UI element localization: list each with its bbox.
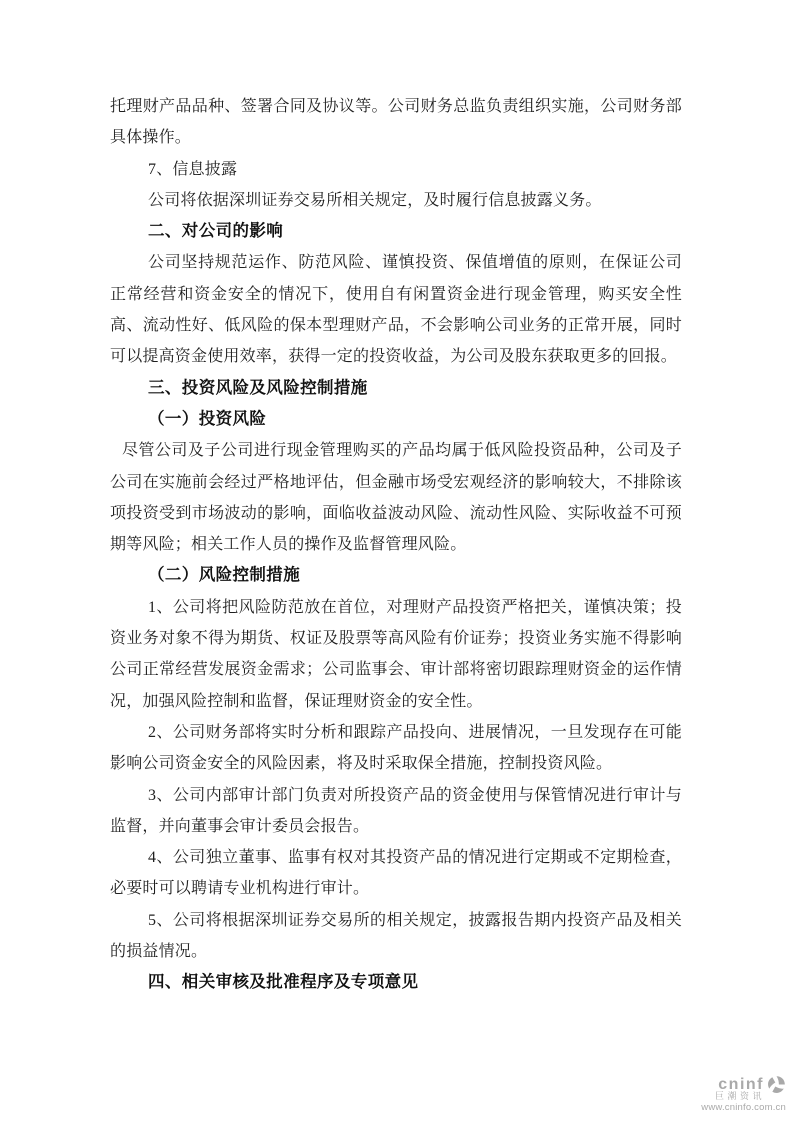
cninfo-swirl-icon: [767, 1075, 786, 1094]
paragraph: 尽管公司及子公司进行现金管理购买的产品均属于低风险投资品种，公司及子公司在实施前会经过严格地评估，但金融市场受宏观经济的影响较大，不排除该项投资受到市场波动的影响，面临收益波动风险、流动性风险、实际收益不可预期等风险；相关工作人员的操作及监督管理风险。: [110, 442, 682, 554]
section-heading: 二、对公司的影响: [148, 222, 284, 241]
paragraph: 1、公司将把风险防范放在首位，对理财产品投资严格把关，谨慎决策；投资业务对象不得为期货、权证及股票等高风险有价证券；投资业务实施不得影响公司正常经营发展资金需求；公司监事会、审计部将密切跟踪理财资金的运作情况，加强风险控制和监督，保证理财资金的安全性。: [110, 598, 682, 710]
section-heading: （二）风险控制措施: [148, 566, 301, 585]
cninfo-logo-wordmark: cninf: [718, 1075, 764, 1093]
paragraph: 托理财产品品种、签署合同及协议等。公司财务总监负责组织实施，公司财务部具体操作。: [110, 98, 682, 147]
section-heading: （一）投资风险: [148, 409, 267, 428]
paragraph: 4、公司独立董事、监事有权对其投资产品的情况进行定期或不定期检查，必要时可以聘请专业机构进行审计。: [110, 849, 682, 898]
document-body: [110, 91, 682, 999]
paragraph: 公司将依据深圳证券交易所相关规定，及时履行信息披露义务。: [148, 191, 602, 209]
paragraph: 3、公司内部审计部门负责对所投资产品的资金使用与保管情况进行审计与监督，并向董事会审计委员会报告。: [110, 786, 682, 835]
paragraph: 7、信息披露: [148, 160, 238, 178]
cninfo-website-url: www.cninfo.com.cn: [701, 1102, 786, 1113]
section-heading: 四、相关审核及批准程序及专项意见: [148, 973, 419, 992]
cninfo-watermark: [690, 1075, 786, 1113]
cninfo-chinese-name: 巨潮资讯: [714, 1091, 765, 1101]
section-heading: 三、投资风险及风险控制措施: [148, 378, 368, 397]
paragraph: 2、公司财务部将实时分析和跟踪产品投向、进展情况，一旦发现存在可能影响公司资金安全的风险因素，将及时采取保全措施，控制投资风险。: [110, 723, 682, 773]
paragraph: 公司坚持规范运作、防范风险、谨慎投资、保值增值的原则，在保证公司正常经营和资金安全的情况下，使用自有闲置资金进行现金管理，购买安全性高、流动性好、低风险的保本型理财产品，不会影响公司业务的正常开展，同时可以提高资金使用效率，获得一定的投资收益，为公司及股东获取更多的回报。: [110, 254, 682, 366]
paragraph: 5、公司将根据深圳证券交易所的相关规定，披露报告期内投资产品及相关的损益情况。: [110, 911, 682, 961]
